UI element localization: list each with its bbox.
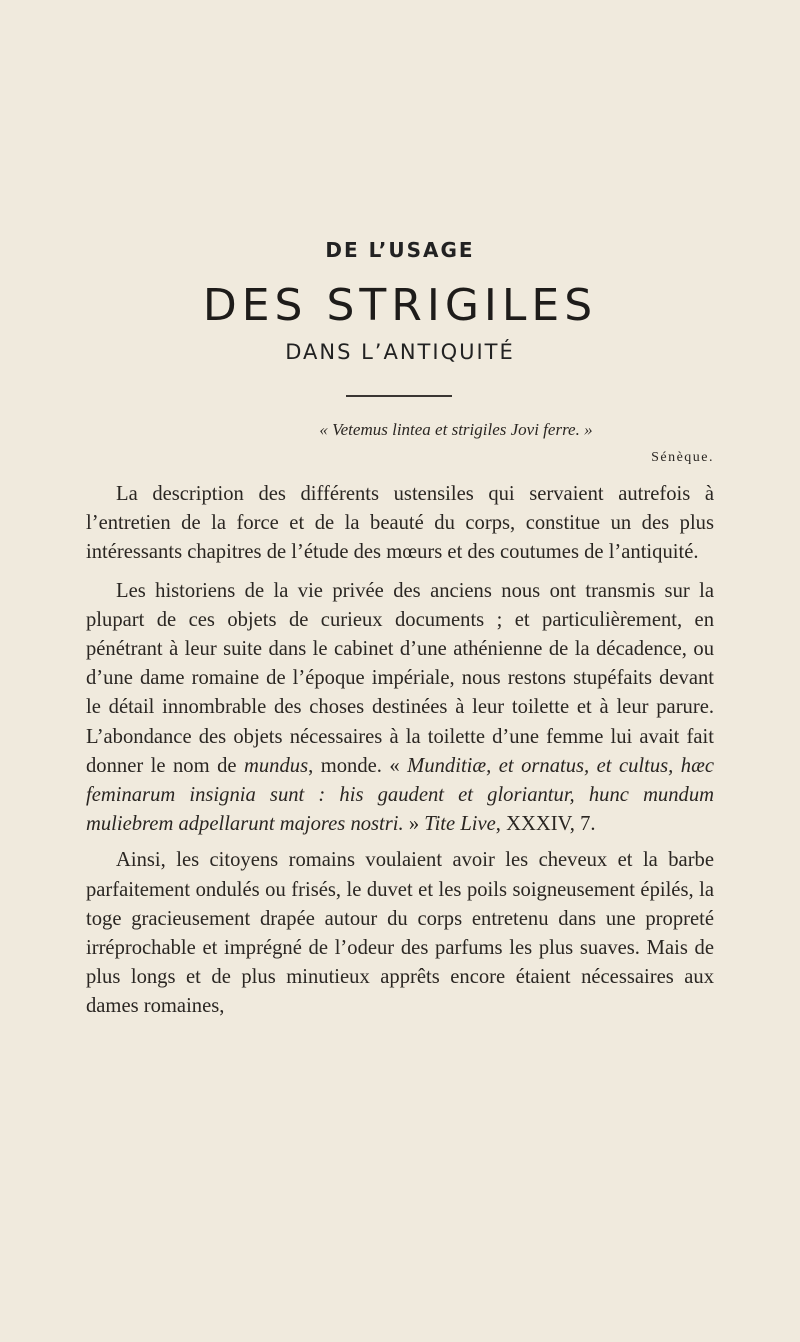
paragraph-2-text-a: Les historiens de la vie privée des anciens nous ont transmis sur la plupart de ces objets de curieux documents ; et particulièrement, en pénétrant à leur suite dans le cabinet d’une athénienne de la décadence, ou d’une dame romaine de l’époque impériale, nous restons stupéfaits devant le détail innombrable des choses destinées à leur toilette et à leur parure. L’abondance des objets nécessaires à la toilette d’une femme lui avait fait donner le nom de	[86, 579, 714, 777]
paragraph-2-text-b: , monde. «	[308, 754, 408, 777]
term-mundus: mundus	[244, 754, 309, 777]
citation-reference: , XXXIV, 7.	[495, 813, 596, 836]
epigraph-quote: « Vetemus lintea et strigiles Jovi ferre. »	[319, 420, 593, 439]
body-text	[86, 480, 714, 1022]
latin-quote: Munditiæ, et ornatus, et cultus, hæc feminarum insignia sunt : his gaudent et gloriantur, hunc mundum muliebrem adpellarunt majores nostri.	[86, 754, 714, 836]
pre-title: DE L’USAGE	[325, 238, 475, 262]
paragraph-1: La description des différents ustensiles qui servaient autrefois à l’entretien de la force et de la beauté du corps, constitue un des plus intéressants chapitres de l’étude des mœurs et des coutumes de l’antiquité.	[86, 483, 714, 564]
epigraph-author: Sénèque.	[651, 450, 714, 465]
citation-source: Tite Live	[424, 813, 496, 836]
subtitle: DANS L’ANTIQUITÉ	[285, 340, 515, 364]
page-title: DES STRIGILES	[202, 280, 598, 331]
paragraph-2	[86, 577, 714, 840]
paragraph-2-text-c: »	[403, 813, 425, 836]
title-divider	[346, 395, 452, 397]
paragraph-3: Ainsi, les citoyens romains voulaient avoir les cheveux et la barbe parfaitement ondulés ou frisés, le duvet et les poils soigneusement épilés, la toge gracieusement drapée autour du corps entretenu dans une propreté irréprochable et imprégné de l’odeur des parfums les plus suaves. Mais de plus longs et de plus minutieux apprêts encore étaient nécessaires aux dames romaines,	[86, 849, 714, 1018]
